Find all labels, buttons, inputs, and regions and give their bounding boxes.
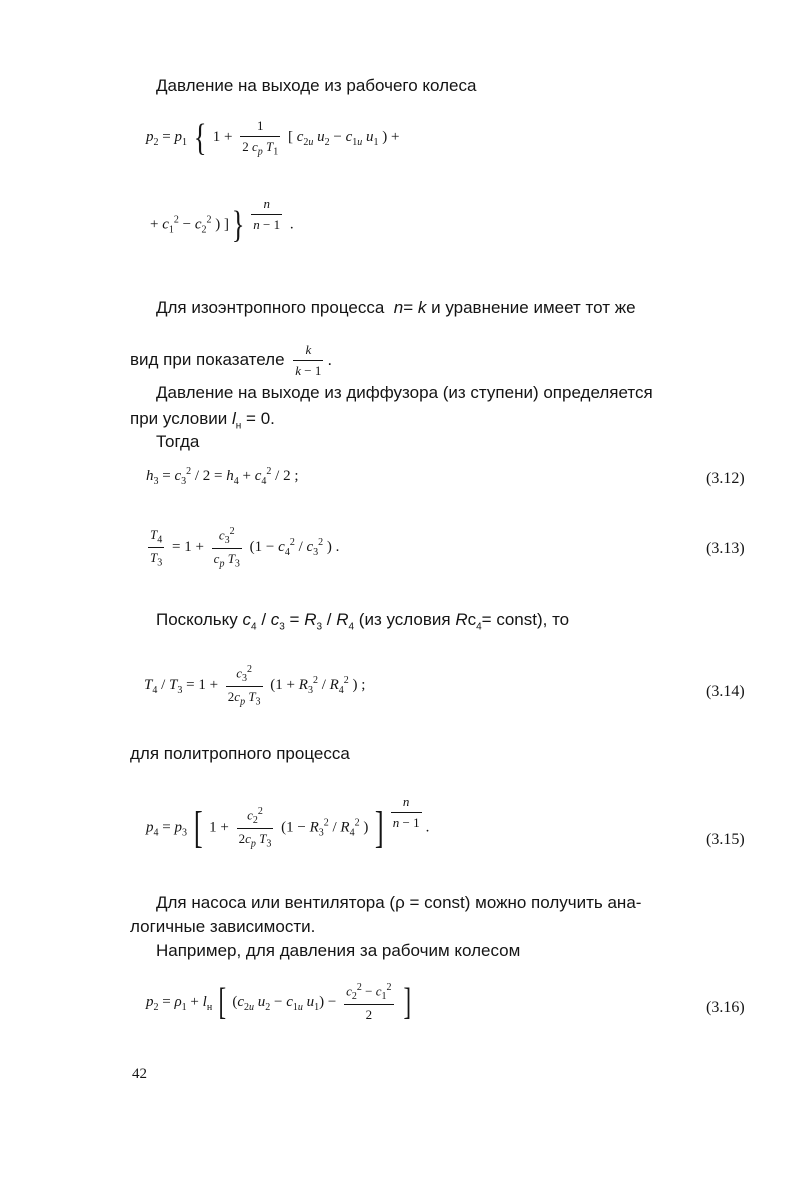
- text-from-condition: (из условия: [358, 610, 451, 629]
- equation-3-13: $\frac{T_4}{T_3}$ = 1 + $\frac{c_3^2}{c_p T_3}$ ($1 - c_4^2 / c_3^2$ ) .: [150, 526, 340, 570]
- paragraph-pump-1: Для насоса или вентилятора (ρ = const) можно получить ана-: [156, 893, 642, 912]
- equation-p2-line1: $p_2 = p_1$ { 1 + $\frac{1}{2 c_p T_1}$ [ $c_{2u}$ $u_2 - c_{1u}$ $u_1$ ) +: [146, 116, 400, 159]
- paragraph-isentropic: Для изоэнтропного процесса n= k и уравнение имеет тот же: [156, 298, 636, 317]
- equation-p2-line2: + $c_1^2 - c_2^2$ ) ]} $\frac{n}{n - 1}$ .: [150, 196, 294, 246]
- paragraph-example: Например, для давления за рабочим колесом: [156, 941, 521, 960]
- text-isentropic-a: Для изоэнтропного процесса: [156, 298, 385, 317]
- text-isentropic-b: и уравнение имеет тот же: [431, 298, 636, 317]
- text-const-then: = const), то: [481, 610, 570, 629]
- paragraph-exponent: вид при показателе $\frac{k}{k - 1}$ .: [130, 342, 333, 378]
- equation-number-3-12: (3.12): [706, 470, 745, 487]
- equation-number-3-13: (3.13): [706, 540, 745, 557]
- text-exponent-label: вид при показателе: [130, 349, 285, 369]
- paragraph-then: Тогда: [156, 432, 200, 451]
- equation-number-3-14: (3.14): [706, 683, 745, 700]
- paragraph-diffuser-1: Давление на выходе из диффузора (из ступени) определяется: [156, 383, 653, 402]
- text-since: Поскольку: [156, 610, 238, 629]
- equation-3-14: $T_4 / T_3 = 1$ + $\frac{c_3^2}{2c_p T_3}$ ($1 + R_3^2 / R_4^2$ ) ;: [144, 664, 366, 708]
- paragraph-polytropic: для политропного процесса: [130, 744, 350, 763]
- paragraph-since: Поскольку $c_4 / c_3 = R_3 / R_4$ (из условия $Rc_4=$ const), то: [156, 610, 570, 633]
- paragraph-intro: Давление на выходе из рабочего колеса: [156, 76, 477, 95]
- equation-number-3-16: (3.16): [706, 999, 745, 1016]
- paragraph-diffuser-2: при условии $l_н = 0$.: [130, 409, 275, 432]
- equation-3-15: $p_4 = p_3$ [ 1 + $\frac{c_2^2}{2c_p T_3}$ ($1 - R_3^2 / R_4^2$ ) ] $\frac{n}{n - 1}$ .: [146, 794, 430, 852]
- equation-3-16: $p_2 = \rho_1 + l_н$ [ ($c_{2u}$ $u_2 - c_{1u}$ $u_1$) − $\frac{c_2^2 - c_1^2}{2}$ ]: [146, 981, 412, 1024]
- paragraph-pump-2: логичные зависимости.: [130, 917, 316, 936]
- text-condition: при условии: [130, 409, 228, 428]
- equation-number-3-15: (3.15): [706, 831, 745, 848]
- equation-3-12: $h_3 = c_3^2 / 2 = h_4 + c_4^2 / 2$ ;: [146, 466, 299, 487]
- page-number: 42: [132, 1066, 147, 1082]
